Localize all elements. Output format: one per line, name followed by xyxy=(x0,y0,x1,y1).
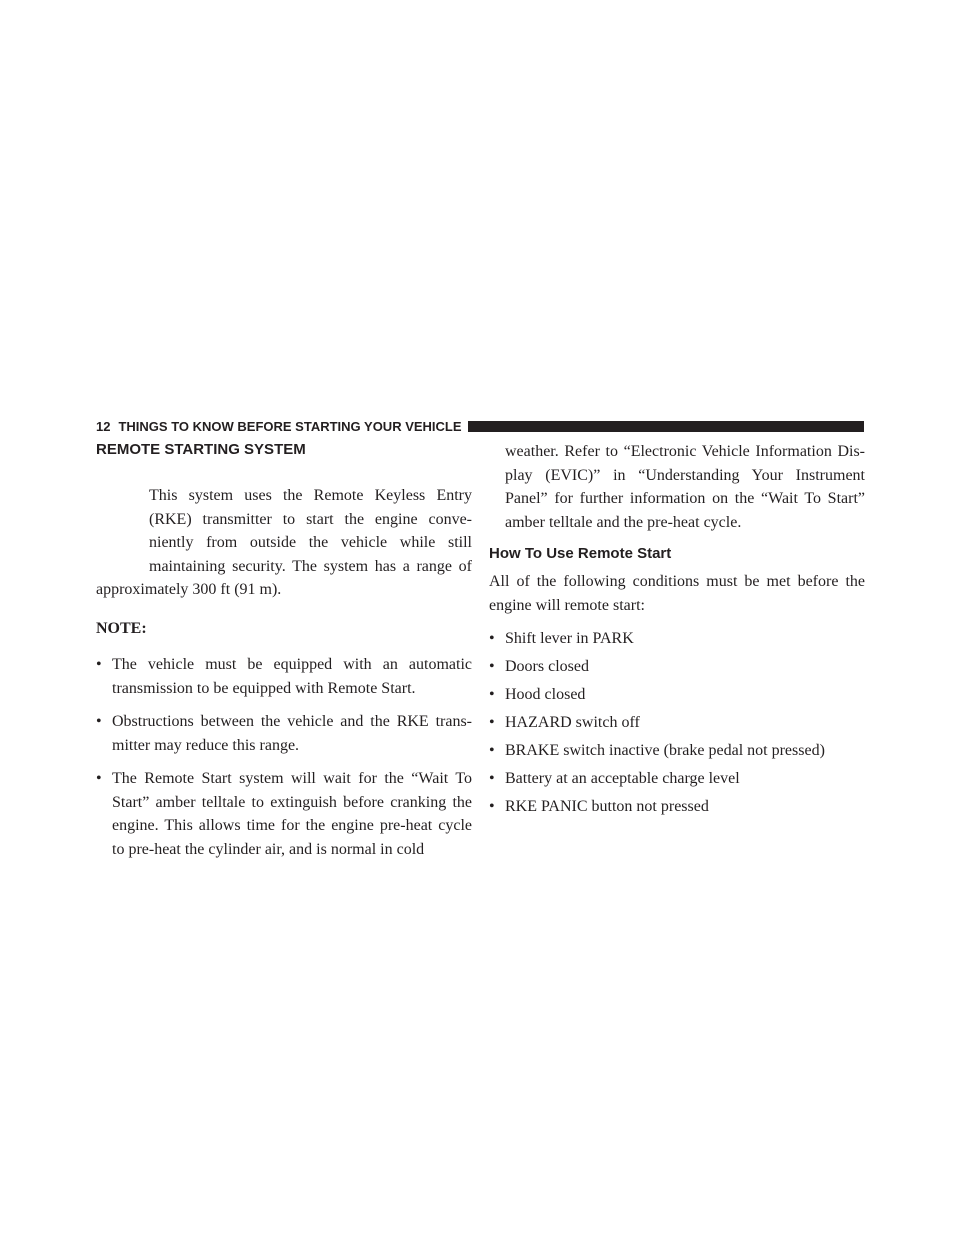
bullet-icon: • xyxy=(489,658,495,675)
bullet-icon: • xyxy=(489,630,495,647)
note-bullet-list xyxy=(96,653,472,861)
intro-paragraph: This system uses the Remote Keyless Entry (RKE) transmitter to start the engine conve- niently from outside the vehicle while still maintaining security. The system has a range of approximately 300 ft (91 m). xyxy=(96,487,472,598)
left-column xyxy=(96,440,472,871)
bullet-icon: • xyxy=(96,713,102,730)
continuation-paragraph: weather. Refer to “Electronic Vehicle Information Dis- play (EVIC)” in “Understanding Your Instrument Panel” for further information on the “Wait To Start” amber telltale and the pre-heat cycle. xyxy=(505,443,865,531)
header-rule xyxy=(468,421,864,432)
bullet-icon: • xyxy=(489,798,495,815)
conditions-list xyxy=(489,627,865,819)
bullet-icon: • xyxy=(489,770,495,787)
heading-how-to-use-remote-start: How To Use Remote Start xyxy=(489,545,672,562)
list-item: • The vehicle must be equipped with an automatic transmission to be equipped with Remote Start. xyxy=(96,653,472,700)
right-column xyxy=(489,440,865,823)
list-item: • The Remote Start system will wait for the “Wait To Start” amber telltale to extinguish before cranking the engine. This allows time for the engine pre-heat cycle to pre-heat the cylinder air, and is normal in cold xyxy=(96,767,472,861)
list-item: • Battery at an acceptable charge level xyxy=(489,767,865,791)
list-item: • HAZARD switch off xyxy=(489,711,865,735)
bullet-icon: • xyxy=(96,770,102,787)
running-header xyxy=(96,418,864,434)
conditions-intro: All of the following conditions must be met before the engine will remote start: xyxy=(489,573,865,614)
note-label: NOTE: xyxy=(96,619,147,637)
bullet-icon: • xyxy=(489,686,495,703)
bullet-icon: • xyxy=(489,714,495,731)
list-item: • Shift lever in PARK xyxy=(489,627,865,651)
list-item: • Hood closed xyxy=(489,683,865,707)
list-item: • Obstructions between the vehicle and the RKE trans- mitter may reduce this range. xyxy=(96,710,472,757)
heading-remote-starting-system: REMOTE STARTING SYSTEM xyxy=(96,441,306,458)
icon-placeholder xyxy=(96,484,149,578)
bullet-icon: • xyxy=(96,656,102,673)
list-item: • RKE PANIC button not pressed xyxy=(489,795,865,819)
list-item: • BRAKE switch inactive (brake pedal not pressed) xyxy=(489,739,865,763)
section-title: THINGS TO KNOW BEFORE STARTING YOUR VEHICLE xyxy=(118,418,462,434)
page-number: 12 xyxy=(96,418,111,434)
list-item: • Doors closed xyxy=(489,655,865,679)
bullet-icon: • xyxy=(489,742,495,759)
